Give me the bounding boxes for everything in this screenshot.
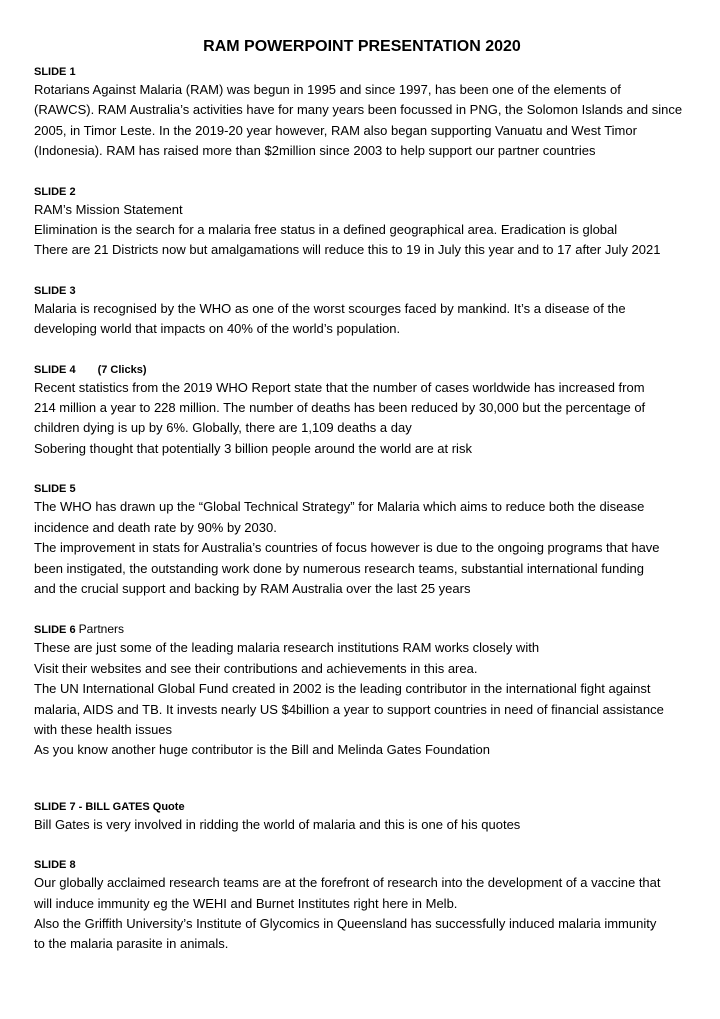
- slide-3-heading: SLIDE 3: [34, 284, 76, 297]
- slide-8-heading: SLIDE 8: [34, 859, 76, 872]
- slide-3-section: [34, 283, 690, 340]
- slide-4-line: Recent statistics from the 2019 WHO Report state that the number of cases worldwide has increased from: [34, 379, 645, 395]
- slide-2-line: Elimination is the search for a malaria free status in a defined geographical area. Eradication is global: [34, 222, 618, 238]
- slide-8-section: [34, 857, 690, 955]
- slide-5-line: incidence and death rate by 90% by 2030.: [34, 519, 277, 535]
- slide-7-line: Bill Gates is very involved in ridding the world of malaria and this is one of his quotes: [34, 816, 521, 832]
- slide-6-line: with these health issues: [34, 721, 173, 737]
- slide-6-heading-label: SLIDE 6: [34, 624, 76, 637]
- slide-6-heading: [34, 621, 690, 638]
- slide-8-line: Also the Griffith University’s Institute of Glycomics in Queensland has successfully induced malaria immunity: [34, 915, 657, 931]
- slide-1-line: 2005, in Timor Leste. In the 2019-20 year however, RAM also began supporting Vanuatu and West Timor: [34, 122, 637, 138]
- slide-5-heading: SLIDE 5: [34, 483, 76, 496]
- slide-7-heading-label: SLIDE 7: [34, 800, 76, 813]
- slide-4-clicks-note: (7 Clicks): [97, 363, 147, 376]
- document-title: RAM POWERPOINT PRESENTATION 2020: [203, 38, 521, 55]
- slide-5-line: and the crucial support and backing by RAM Australia over the last 25 years: [34, 580, 471, 596]
- slide-5-line: The WHO has drawn up the “Global Technical Strategy” for Malaria which aims to reduce both the disease: [34, 499, 645, 515]
- slide-3-line: Malaria is recognised by the WHO as one of the worst scourges faced by mankind. It’s a disease of the: [34, 300, 626, 316]
- slide-6-line: The UN International Global Fund created in 2002 is the leading contributor in the international fight against: [34, 681, 651, 697]
- slide-1-section: [34, 64, 690, 162]
- slide-2-line: RAM’s Mission Statement: [34, 201, 183, 217]
- slide-4-line: children dying is up by 6%. Globally, there are 1,109 deaths a day: [34, 420, 412, 436]
- slide-8-line: Our globally acclaimed research teams are at the forefront of research into the development of a vaccine that: [34, 875, 661, 891]
- slide-7-section: [34, 799, 690, 835]
- slide-5-line: been instigated, the outstanding work done by numerous research teams, substantial international funding: [34, 560, 644, 576]
- slide-6-line: malaria, AIDS and TB. It invests nearly US $4billion a year to support countries in need of financial assistance: [34, 701, 664, 717]
- slide-4-heading-label: SLIDE 4: [34, 363, 76, 376]
- slide-5-section: [34, 481, 690, 599]
- slide-2-heading: SLIDE 2: [34, 185, 76, 198]
- slide-4-line: 214 million a year to 228 million. The number of deaths has been reduced by 30,000 but the percentage of: [34, 400, 646, 416]
- slide-4-section: [34, 362, 690, 460]
- slide-6-line: As you know another huge contributor is the Bill and Melinda Gates Foundation: [34, 742, 490, 758]
- slide-3-line: developing world that impacts on 40% of the world’s population.: [34, 321, 401, 337]
- slide-1-line: Rotarians Against Malaria (RAM) was begun in 1995 and since 1997, has been one of the elements of: [34, 82, 621, 97]
- slide-2-line: There are 21 Districts now but amalgamations will reduce this to 19 in July this year and to 17 after July 2021: [34, 242, 661, 258]
- slide-1-heading: SLIDE 1: [34, 66, 76, 78]
- slide-1-line: (RAWCS). RAM Australia’s activities have for many years been focussed in PNG, the Solomon Islands and since: [34, 102, 683, 118]
- slide-6-line: Visit their websites and see their contributions and achievements in this area.: [34, 660, 478, 676]
- slide-1-line: (Indonesia). RAM has raised more than $2million since 2003 to help support our partner countries: [34, 143, 596, 159]
- slide-8-line: will induce immunity eg the WEHI and Burnet Institutes right here in Melb.: [34, 895, 458, 911]
- slide-5-line: The improvement in stats for Australia’s countries of focus however is due to the ongoing programs that have: [34, 540, 660, 556]
- slide-4-line: Sobering thought that potentially 3 billion people around the world are at risk: [34, 440, 472, 456]
- slide-7-heading: [34, 799, 690, 815]
- slide-8-line: to the malaria parasite in animals.: [34, 936, 229, 952]
- slide-6-heading-subtitle: Partners: [78, 622, 124, 637]
- slide-2-section: [34, 184, 690, 261]
- slide-6-line: These are just some of the leading malaria research institutions RAM works closely with: [34, 640, 540, 656]
- slide-7-heading-subtitle: - BILL GATES Quote: [75, 800, 185, 813]
- slide-6-section: [34, 621, 690, 760]
- slide-4-heading: [34, 362, 690, 378]
